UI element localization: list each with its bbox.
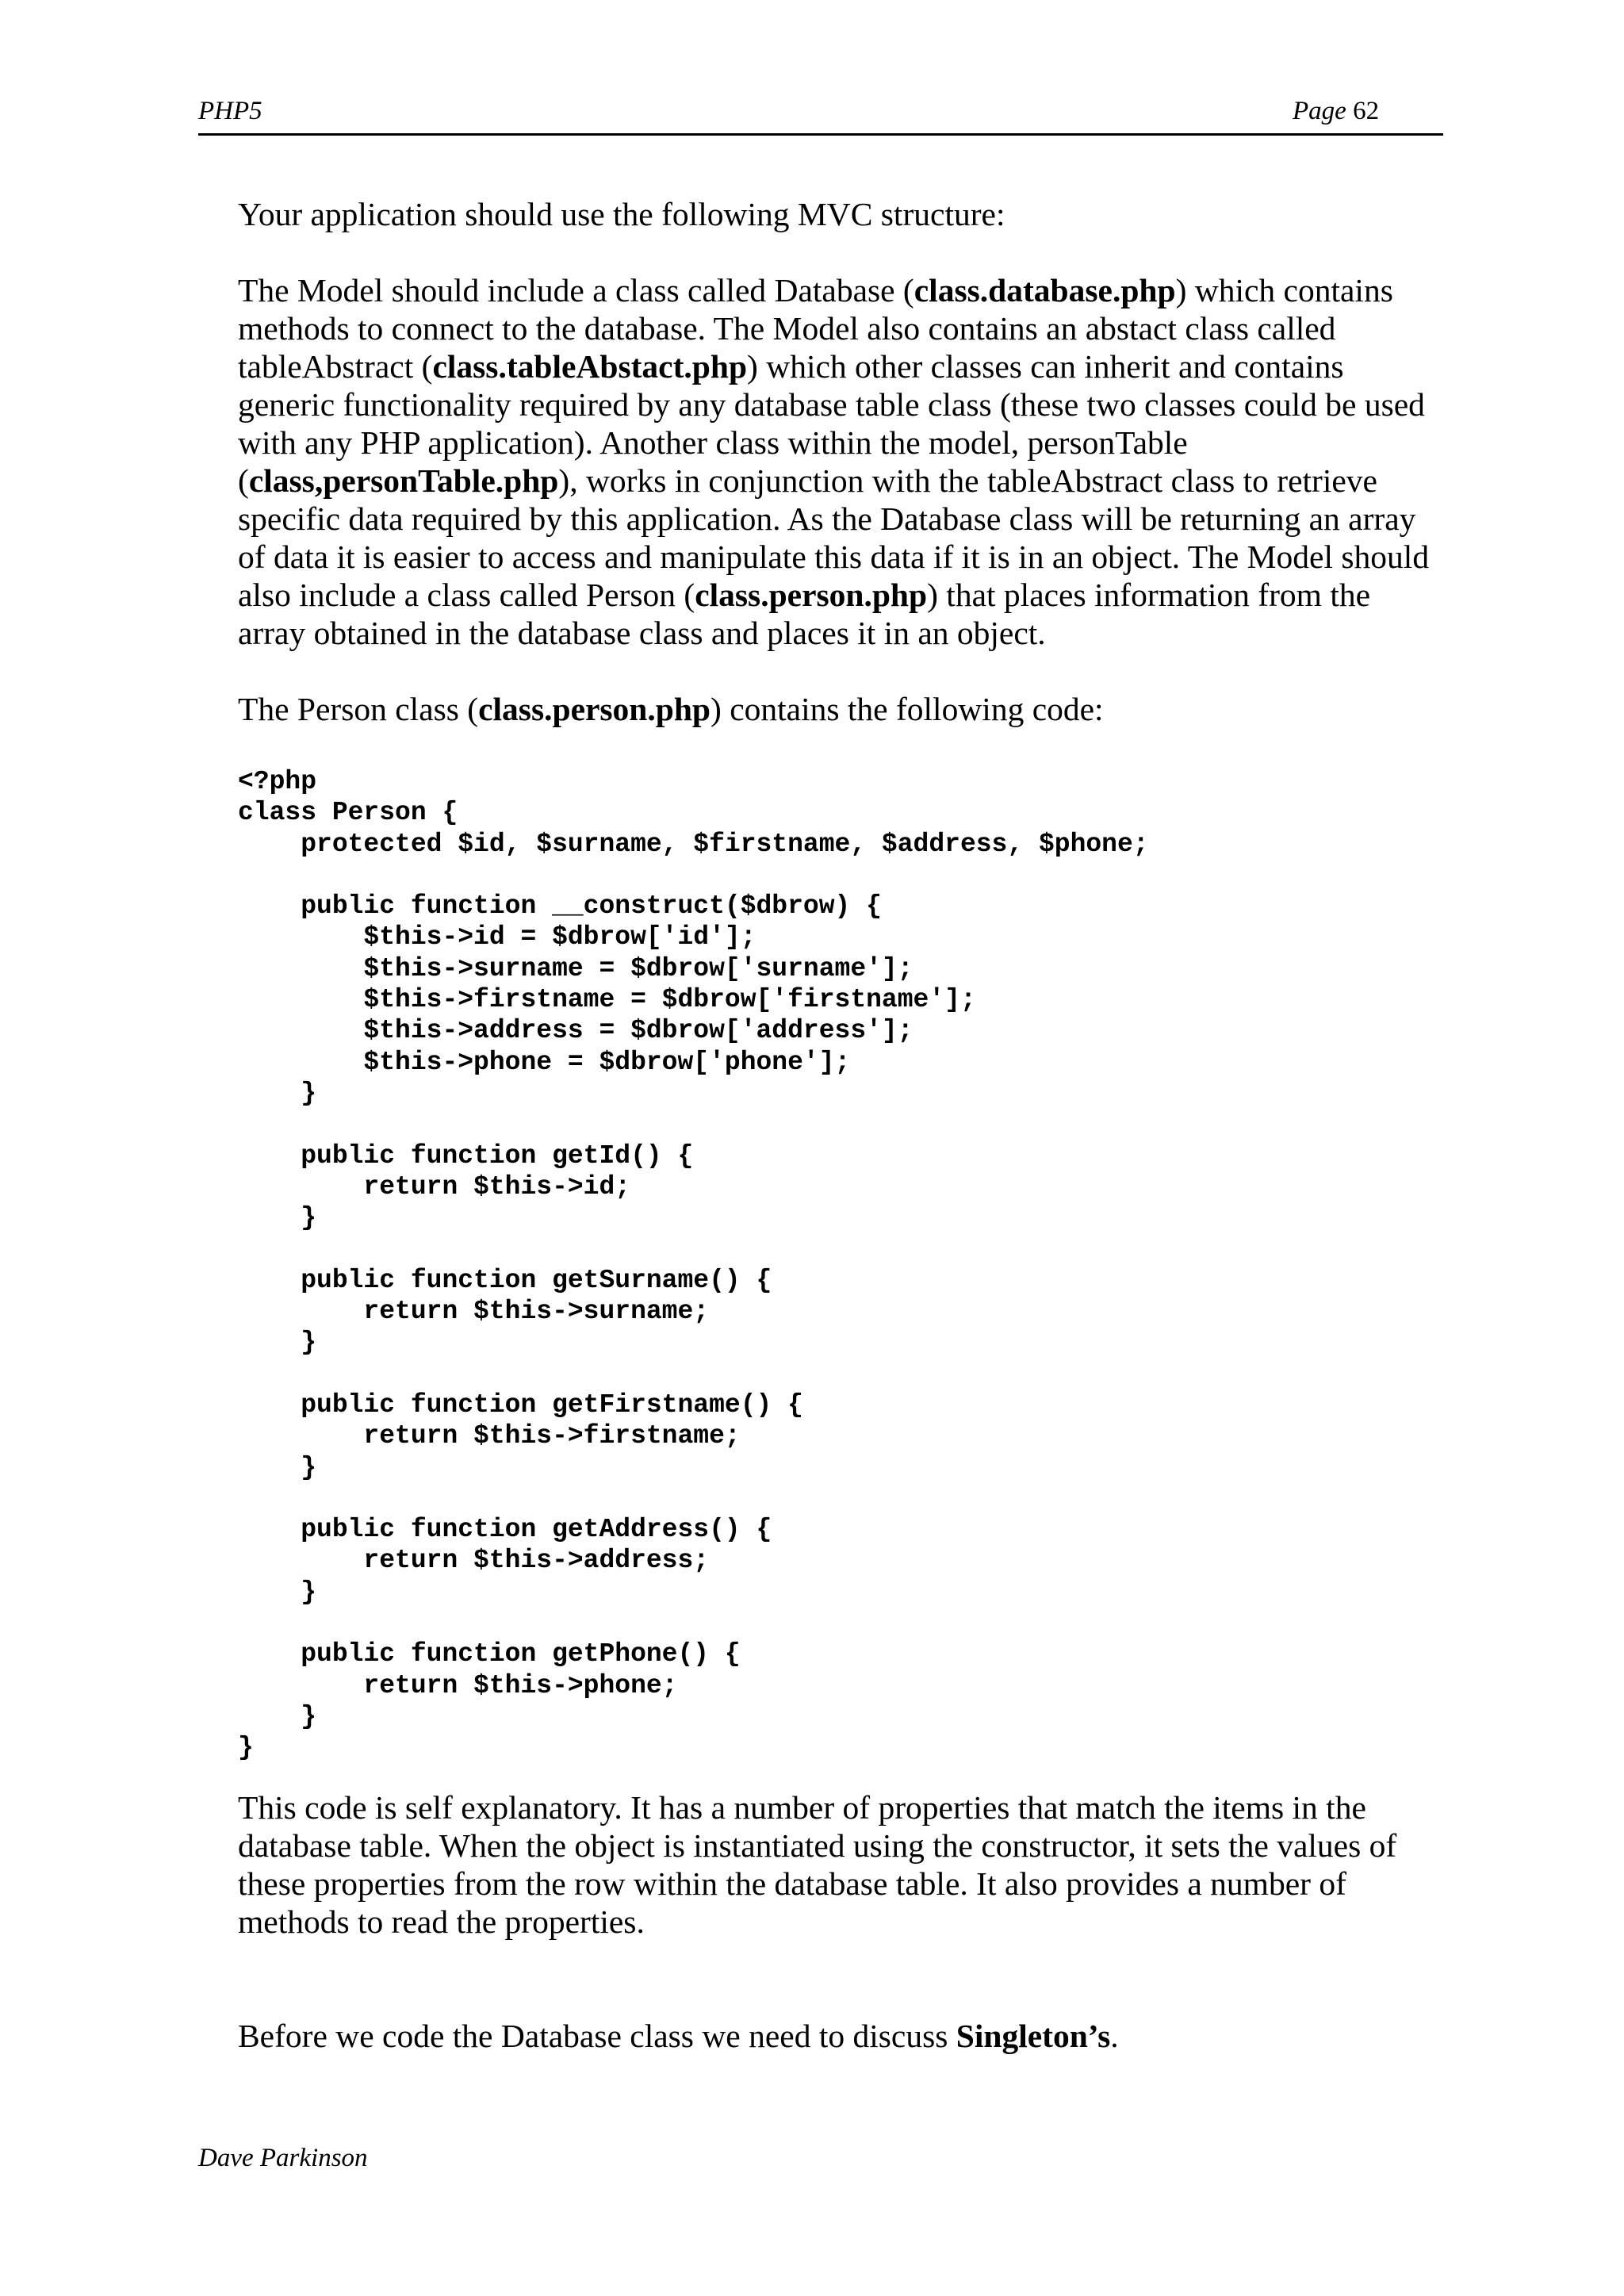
text-line: generic functionality required by any database table class (these two classes could be used — [238, 386, 1425, 423]
text-line: Your application should use the following MVC structure: — [238, 196, 1005, 232]
header-page-number — [1293, 97, 1379, 126]
model-description-paragraph — [238, 271, 1451, 652]
filename-database: class.database.php — [914, 272, 1176, 309]
page-number: 62 — [1353, 97, 1380, 125]
page-footer-author: Dave Parkinson — [198, 2144, 368, 2172]
singleton-term: Singleton’s — [956, 2017, 1111, 2054]
page-label: Page — [1293, 97, 1346, 125]
text-run: . — [1110, 2017, 1119, 2054]
page-content — [238, 195, 1451, 2055]
text-line: methods to read the properties. — [238, 1903, 645, 1940]
text-run: ) that places information from the — [927, 577, 1371, 613]
filename-person: class.person.php — [478, 691, 711, 727]
text-run: The Person class ( — [238, 691, 479, 727]
text-run: The Model should include a class called Database ( — [238, 272, 914, 309]
text-line: these properties from the row within the database table. It also provides a number of — [238, 1865, 1346, 1902]
code-listing-person-class: <?php class Person { protected $id, $surname, $firstname, $address, $phone; public function __construct($dbrow) { $this->id = $dbrow['id']; $this->surname = $dbrow['surname']; $this->firstname = $dbrow['firstname']; $this->address = $dbrow['address']; $this->phone = $dbrow['phone']; } public function getId() { return $this->id; } public function getSurname() { return $this->surname; } public function getFirstname() { return $this->firstname; } public function getAddress() { return $this->address; } public function getPhone() { return $this->phone; } } — [238, 767, 1149, 1763]
filename-table-abstract: class.tableAbstact.php — [432, 348, 748, 385]
page-header — [198, 94, 1443, 136]
text-line — [238, 576, 1451, 614]
text-run: tableAbstract ( — [238, 348, 433, 385]
singleton-intro-paragraph — [238, 2017, 1451, 2055]
text-run: ) contains the following code: — [710, 691, 1104, 727]
text-run: also include a class called Person ( — [238, 577, 695, 613]
filename-person-table: class,personTable.php — [248, 462, 559, 499]
text-line — [238, 271, 1451, 309]
filename-person: class.person.php — [695, 577, 928, 613]
text-line: specific data required by this application. As the Database class will be returning an array — [238, 500, 1416, 537]
text-run: ( — [238, 462, 249, 499]
text-line — [238, 690, 1451, 728]
person-class-intro — [238, 690, 1451, 728]
text-line: with any PHP application). Another class within the model, personTable — [238, 424, 1188, 461]
text-run: Before we code the Database class we need to discuss — [238, 2017, 956, 2054]
text-line — [238, 462, 1451, 500]
text-run: ), works in conjunction with the tableAbstract class to retrieve — [558, 462, 1377, 499]
text-line: array obtained in the database class and places it in an object. — [238, 615, 1046, 651]
text-run: ) which contains — [1175, 272, 1393, 309]
text-run: ) which other classes can inherit and contains — [747, 348, 1344, 385]
code-explanation-paragraph — [238, 1788, 1451, 1941]
text-line — [238, 2017, 1451, 2055]
text-line: This code is self explanatory. It has a number of properties that match the items in the — [238, 1788, 1366, 1826]
text-line: methods to connect to the database. The Model also contains an abstact class called — [238, 310, 1336, 347]
intro-paragraph — [238, 195, 1451, 233]
text-line: of data it is easier to access and manipulate this data if it is in an object. The Model should — [238, 539, 1430, 575]
text-line: database table. When the object is instantiated using the constructor, it sets the values of — [238, 1826, 1397, 1864]
header-book-title: PHP5 — [198, 97, 262, 125]
text-line — [238, 347, 1451, 385]
